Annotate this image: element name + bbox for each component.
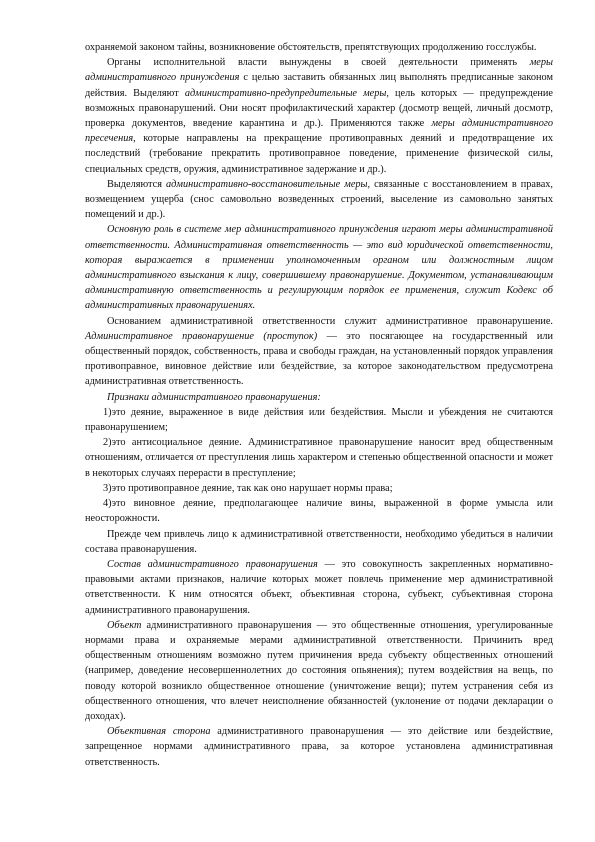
italic-text-run: административно-восстановительные меры bbox=[166, 178, 368, 190]
text-run: 3)это противоправное деяние, так как оно нарушает нормы права; bbox=[103, 482, 393, 494]
text-run: с целью заставить обязанных лиц выполнять предписанные законом действия. Выделяют bbox=[85, 72, 553, 99]
paragraph bbox=[85, 557, 553, 618]
paragraph bbox=[85, 177, 553, 223]
italic-text-run: административно-предупредительные меры, bbox=[184, 87, 389, 99]
italic-text-run: Объект bbox=[107, 619, 142, 631]
text-run: — это посягающее на государственный или общественный порядок, собственность, права и свободы граждан, на установленный порядок управления противоправное, виновное действие или бездействие, за которое законодательством предусмотрена административная ответственность. bbox=[85, 330, 553, 388]
italic-text-run: Основную роль в системе мер административного принуждения играют меры административной ответственности. Административная ответственность — это вид юридической ответственности, которая выражается в применении уполномоченным органом или должностным лицом административного взыскания к лицу, совершившему правонарушение. Документом, устанавливающим административную ответственность и регулирующим порядок ее применения, служит Кодекс об административных правонарушениях. bbox=[85, 224, 553, 312]
text-run: цель которых — предупреждение возможных правонарушений. Они носят профилактический характер (досмотр вещей, личный досмотр, проверка документов, введение карантина и др.). Применяются также bbox=[85, 87, 554, 130]
list-item bbox=[85, 481, 553, 496]
list-item bbox=[85, 435, 553, 481]
text-run: административного правонарушения — это общественные отношения, урегулированные нормами права и охраняемые мерами административной ответственности. Причинить вред общественным отношениям возможно путем причинения вреда субъекту общественных отношений (например, доведение несовершеннолетних до состояния опьянения); путем воздействия на вещь, по поводу которой возникло общественное отношение (уничтожение вещи); путем устранения себя из общественного отношения, что влечет неисполнение обязанностей (уклонение от подачи декларации о доходах). bbox=[85, 619, 553, 722]
text-run: административного правонарушения — это действие или бездействие, запрещенное нормами административного права, за которое установлена административная ответственность. bbox=[85, 726, 553, 768]
italic-text-run: Объективная сторона bbox=[107, 726, 211, 738]
italic-text-run: меры административного пресечения, bbox=[85, 118, 554, 145]
text-run: Выделяются bbox=[107, 178, 167, 190]
paragraph bbox=[85, 40, 553, 55]
text-run: Прежде чем привлечь лицо к административной ответственности, необходимо убедиться в наличии состава правонарушения. bbox=[85, 528, 553, 555]
list-item bbox=[85, 405, 553, 435]
text-run: — это совокупность закрепленных нормативно-правовыми актами признаков, наличие которых может повлечь применение мер административной ответственности. К ним относятся объект, объективная сторона, субъект, субъективная сторона административного правонарушения. bbox=[85, 558, 553, 616]
paragraph bbox=[85, 390, 553, 405]
text-run: Органы исполнительной власти вынуждены в своей деятельности применять bbox=[107, 57, 530, 69]
paragraph bbox=[85, 222, 553, 313]
text-run: охраняемой законом тайны, возникновение обстоятельств, препятствующих продолжению госслужбы. bbox=[85, 42, 537, 53]
text-run: которые направлены на прекращение противоправных деяний и предотвращение их последствий (требование прекратить противоправное поведение, применение физической силы, специальных средств, оружия, административное задержание и др.). bbox=[85, 133, 553, 175]
text-run: 1)это деяние, выраженное в виде действия или бездействия. Мысли и убеждения не считаются правонарушением; bbox=[85, 406, 553, 434]
document-page bbox=[85, 40, 553, 770]
paragraph bbox=[85, 527, 553, 557]
italic-text-run: Признаки административного правонарушения: bbox=[107, 391, 321, 403]
text-run: 4)это виновное деяние, предполагающее наличие вины, выраженной в форме умысла или неосторожности. bbox=[85, 498, 553, 525]
italic-text-run: Состав административного правонарушения bbox=[107, 558, 318, 570]
paragraph bbox=[85, 314, 553, 390]
text-run: , связанные с восстановлением в правах, возмещением ущерба (снос самовольно возведенных строений, выселение из самовольно занятых помещений и др.). bbox=[85, 178, 554, 221]
italic-text-run: меры административного принуждения bbox=[85, 57, 553, 84]
paragraph bbox=[85, 55, 553, 177]
list-item bbox=[85, 496, 553, 526]
text-run: 2)это антисоциальное деяние. Административное правонарушение наносит вред общественным отношениям, отличается от преступления лишь характером и степенью общественной опасности и может в некоторых случаях перерасти в преступление; bbox=[85, 437, 553, 479]
text-run: Основанием административной ответственности служит административное правонарушение. bbox=[107, 315, 553, 327]
paragraph bbox=[85, 724, 553, 770]
italic-text-run: Административное правонарушение (проступок) bbox=[85, 330, 318, 342]
paragraph bbox=[85, 618, 553, 724]
